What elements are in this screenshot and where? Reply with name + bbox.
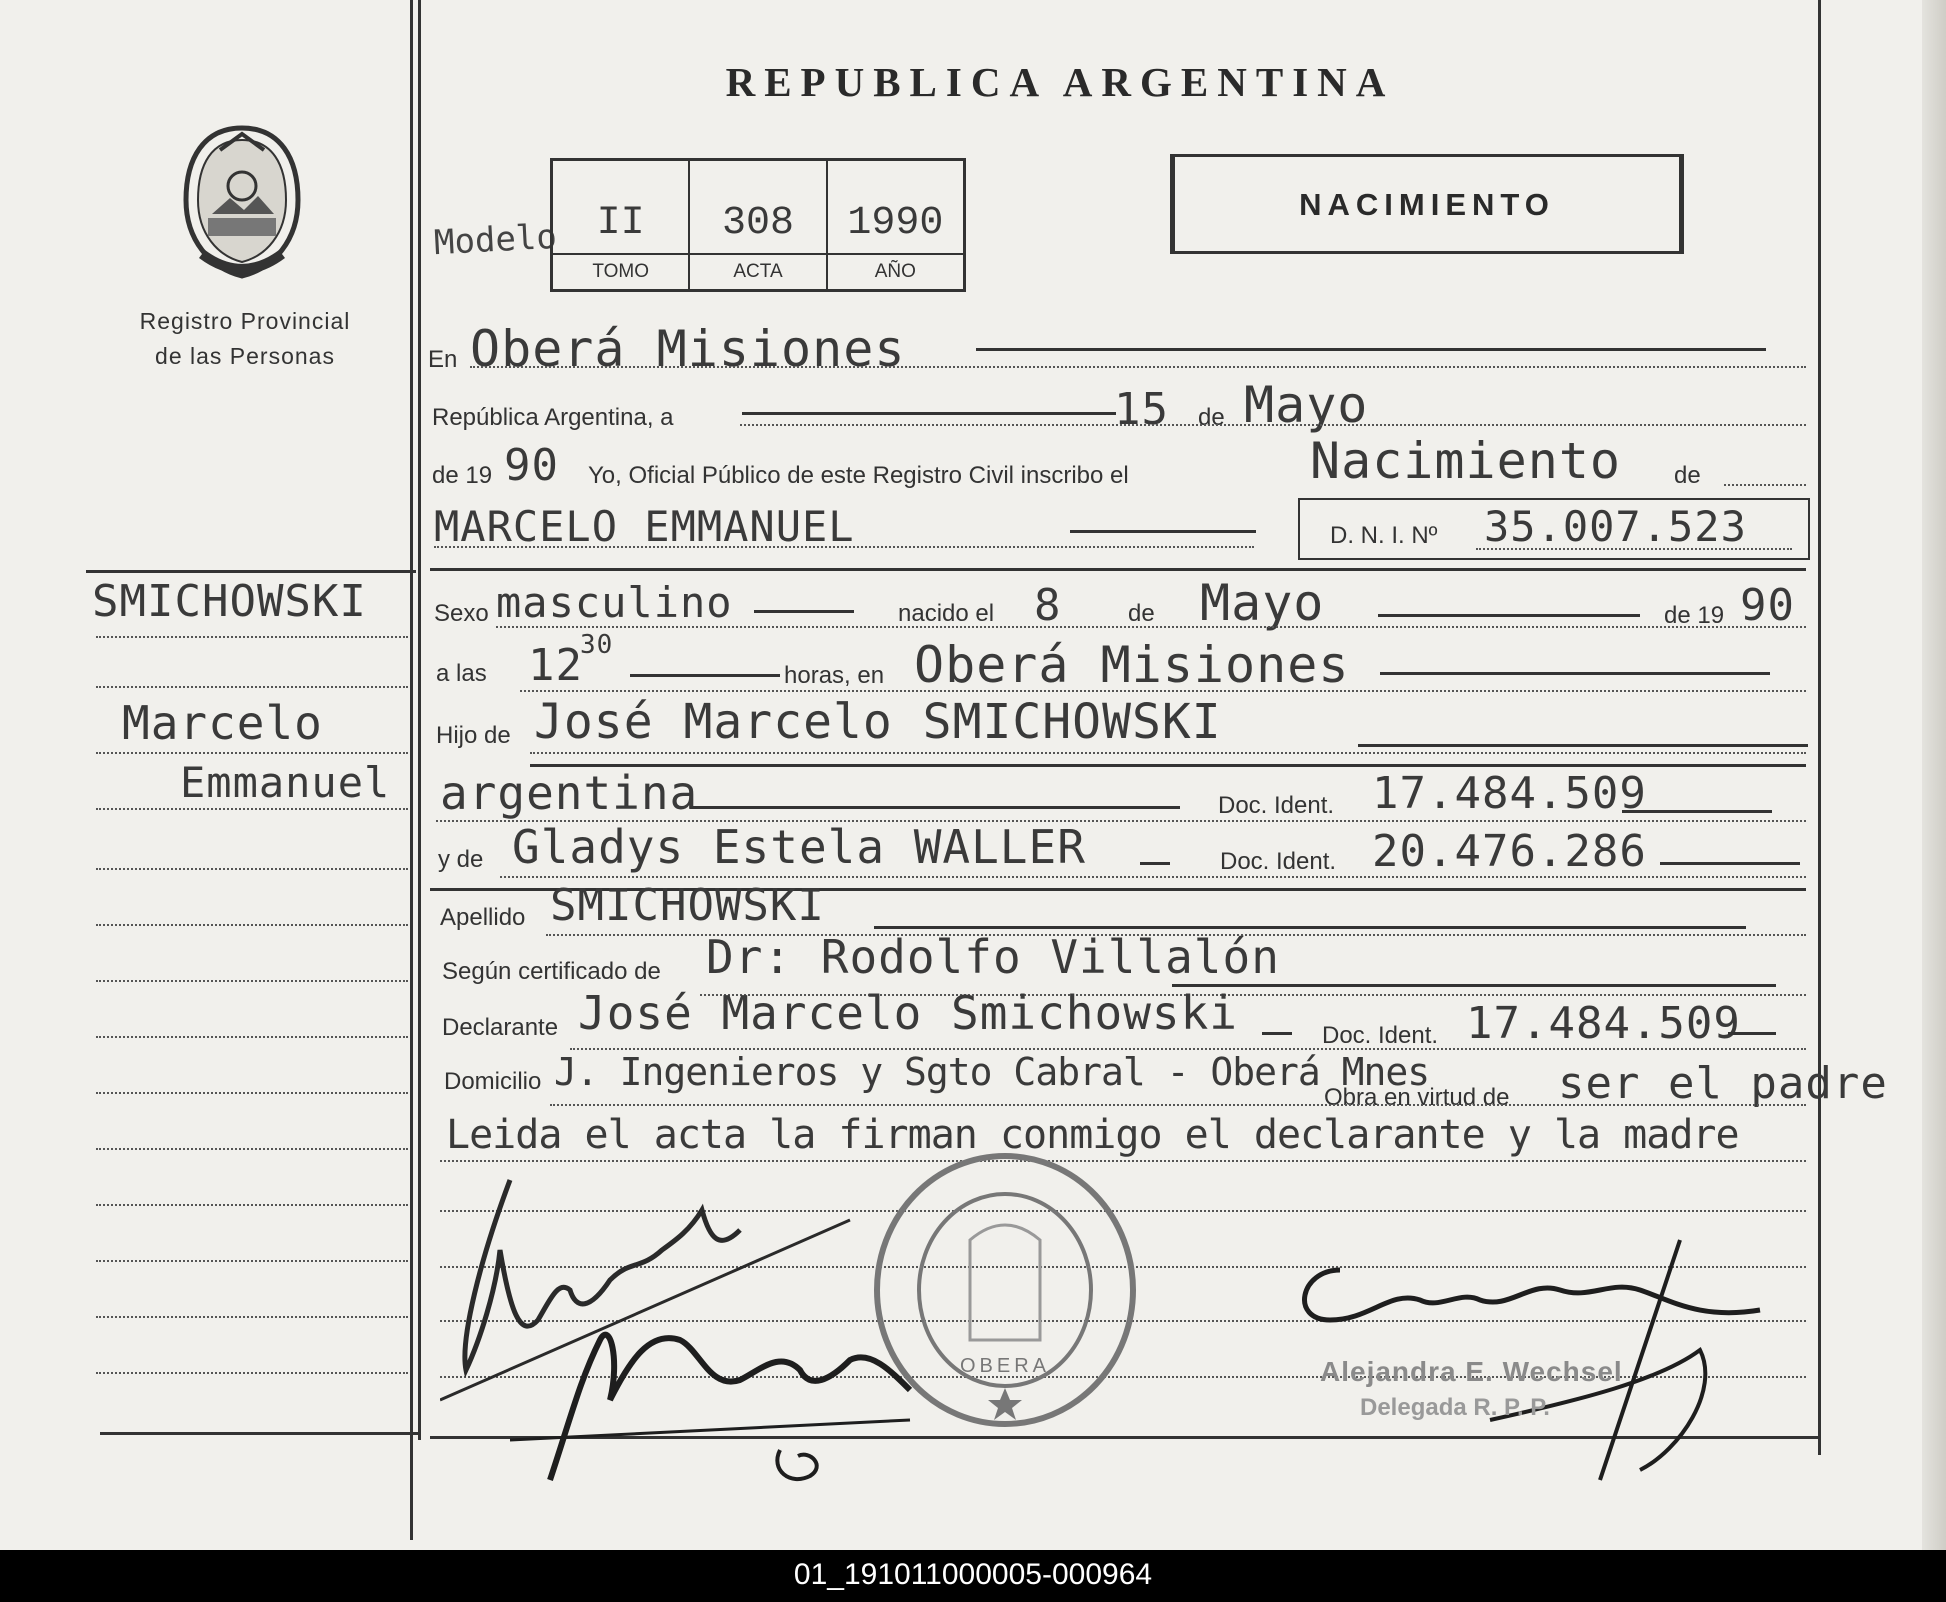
father-doc-rule [1622, 810, 1772, 813]
row-dots [1724, 484, 1806, 486]
stub-line [96, 1148, 408, 1150]
child-name: MARCELO EMMANUEL [434, 502, 855, 551]
a-las-label: a las [436, 660, 487, 687]
document-type-box [1170, 154, 1684, 254]
row-dots [500, 876, 1806, 878]
name-rule [1070, 530, 1256, 533]
act-type: Nacimiento [1310, 432, 1622, 490]
ano-label: AÑO [828, 253, 963, 283]
year-prefix: de 19 [432, 462, 493, 489]
ano-cell [828, 161, 963, 289]
stub-line [96, 1260, 408, 1262]
stub-divider [410, 0, 413, 1540]
doc-ident-label: Doc. Ident. [1218, 792, 1335, 819]
dni-label: D. N. I. Nº [1330, 522, 1438, 549]
sexo-rule [754, 610, 854, 613]
stub-top-rule [86, 570, 416, 573]
apellido: SMICHOWSKI [550, 880, 825, 931]
birth-minutes: 30 [580, 630, 614, 660]
stub-line [96, 1092, 408, 1094]
row-dots [530, 752, 1806, 754]
dni-value: 35.007.523 [1484, 502, 1747, 551]
place-rule [976, 348, 1766, 351]
tomo-cell [553, 161, 690, 289]
mother-rule [1140, 862, 1170, 865]
father: José Marcelo SMICHOWSKI [534, 694, 1222, 750]
stub-line [96, 1316, 408, 1318]
tomo-label: TOMO [553, 253, 688, 283]
doc-ident-label-2: Doc. Ident. [1220, 848, 1337, 875]
registry-label-line2: de las Personas [155, 343, 335, 369]
month-rule [1378, 614, 1640, 617]
row-dots [740, 424, 1806, 426]
apellido-rule [874, 926, 1746, 929]
obra: ser el padre [1558, 1058, 1888, 1109]
mother-doc-rule [1660, 862, 1800, 865]
day-rule [742, 412, 1116, 415]
stub-line [96, 752, 408, 754]
sexo: masculino [496, 578, 733, 627]
day: 15 [1114, 384, 1169, 435]
stub-line [96, 980, 408, 982]
stub-given-name-1: Marcelo [122, 696, 323, 750]
mother: Gladys Estela WALLER [512, 820, 1086, 874]
row-dots [470, 366, 1806, 368]
stub-given-name-2: Emmanuel [180, 758, 391, 807]
acta-value: 308 [721, 201, 794, 246]
stub-border-bottom [100, 1432, 420, 1435]
record-number-box [550, 158, 966, 292]
apellido-label: Apellido [440, 904, 526, 931]
birth-year-prefix: de 19 [1664, 602, 1725, 629]
acta-cell [690, 161, 827, 289]
stub-line [96, 1036, 408, 1038]
de-label: de [1198, 404, 1225, 431]
birth-place: Oberá Misiones [914, 636, 1350, 694]
father-rule [1358, 744, 1808, 747]
y-de-label: y de [438, 846, 484, 873]
year-suffix: 90 [504, 440, 559, 491]
province-emblem-icon [172, 122, 312, 282]
registry-label [110, 304, 380, 374]
certificado: Dr: Rodolfo Villalón [706, 930, 1280, 984]
row-dots [1476, 548, 1792, 550]
month: Mayo [1244, 376, 1369, 434]
hijo-label: Hijo de [436, 722, 511, 749]
tomo-value: II [596, 201, 645, 246]
declarante-doc-rule [1728, 1032, 1776, 1035]
republica-label: República Argentina, a [432, 404, 674, 431]
sexo-label: Sexo [434, 600, 489, 627]
declarante-doc: 17.484.509 [1466, 998, 1741, 1049]
horas-label: horas, en [784, 662, 885, 689]
en-label: En [428, 346, 458, 373]
father-doc: 17.484.509 [1372, 768, 1647, 819]
stub-line [96, 686, 408, 688]
stub-surname: SMICHOWSKI [92, 576, 367, 627]
declarante-label: Declarante [442, 1014, 559, 1041]
certificado-rule [1172, 984, 1776, 987]
stub-line [96, 1372, 408, 1374]
domicilio-label: Domicilio [444, 1068, 542, 1095]
de-label-2: de [1674, 462, 1701, 489]
stub-line [96, 868, 408, 870]
father-nationality: argentina [440, 766, 699, 820]
country-title: REPUBLICA ARGENTINA [725, 59, 1395, 105]
page-edge [1922, 0, 1946, 1550]
official-title: Delegada R. P. P. [1360, 1394, 1550, 1421]
dni-box [1298, 498, 1810, 560]
section-rule [430, 568, 1806, 571]
birth-place-rule [1380, 672, 1770, 675]
oficial-text: Yo, Oficial Público de este Registro Civil inscribo el [588, 462, 1129, 489]
registry-label-line1: Registro Provincial [139, 308, 351, 334]
row-dots [434, 546, 1254, 548]
birth-hour: 12 [528, 640, 583, 691]
father-underline [530, 764, 1806, 767]
declarante-rule [1262, 1032, 1292, 1035]
stub-line [96, 636, 408, 638]
hour-rule [630, 674, 780, 677]
modelo-note: Modelo [433, 216, 558, 264]
mother-doc: 20.476.286 [1372, 826, 1647, 877]
birth-year-suffix: 90 [1740, 580, 1795, 631]
file-id: 01_191011000005-000964 [793, 1558, 1153, 1591]
row-dots [550, 1104, 1806, 1106]
acta-label: ACTA [690, 253, 825, 283]
birth-month: Mayo [1200, 574, 1325, 632]
file-id-bar [0, 1550, 1946, 1602]
nacido-label: nacido el [898, 600, 995, 627]
domicilio: J. Ingenieros y Sgto Cabral - Oberá Mnes [554, 1050, 1430, 1094]
declarante: José Marcelo Smichowski [578, 986, 1238, 1040]
row-dots [496, 626, 1806, 628]
mother-signature [510, 1300, 920, 1490]
closing-note: Leida el acta la firman conmigo el declarante y la madre [446, 1112, 1739, 1158]
seal-center-text: OBERA [959, 1355, 1051, 1377]
birth-day: 8 [1034, 580, 1062, 631]
document-type: NACIMIENTO [1299, 187, 1555, 222]
row-dots [520, 690, 1806, 692]
obra-label: Obra en virtud de [1324, 1084, 1510, 1111]
ano-value: 1990 [847, 201, 944, 246]
de-label-3: de [1128, 600, 1155, 627]
stub-line [96, 924, 408, 926]
doc-ident-label-3: Doc. Ident. [1322, 1022, 1439, 1049]
official-name: Alejandra E. Wechsel [1320, 1356, 1623, 1387]
stub-line [96, 1204, 408, 1206]
nationality-rule [690, 806, 1180, 809]
certificado-label: Según certificado de [442, 958, 661, 985]
place: Oberá Misiones [470, 320, 906, 378]
form-border-left [418, 0, 421, 1440]
form-border-right [1818, 0, 1821, 1455]
stub-line [96, 808, 408, 810]
